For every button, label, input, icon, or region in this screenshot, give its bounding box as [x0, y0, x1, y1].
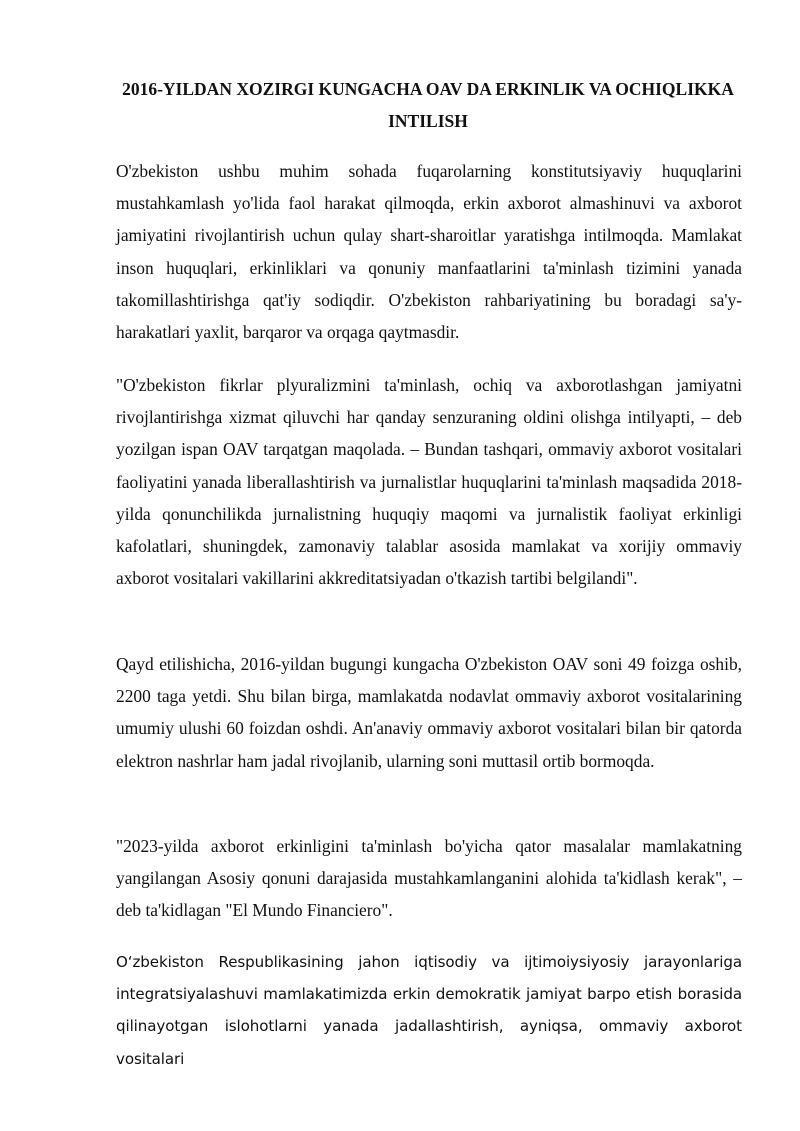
paragraph-5: O‘zbekiston Respublikasining jahon iqtisodiy va ijtimoiysiyosiy jarayonlariga integratsiyalashuvi mamlakatimizda erkin demokratik jamiyat barpo etish borasida qilinayotgan islohotlarni yanada jadallashtirish, ayniqsa, ommaviy axborot vositalari [116, 953, 742, 1068]
paragraph-3: Qayd etilishicha, 2016-yildan bugungi kungacha O'zbekiston OAV soni 49 foizga oshib, 2200 taga yetdi. Shu bilan birga, mamlakatda nodavlat ommaviy axborot vositalarining umumiy ulushi 60 foizdan oshdi. An'anaviy ommaviy axborot vositalari bilan bir qatorda elektron nashrlar ham jadal rivojlanib, ularning soni muttasil ortib bormoqda. [116, 654, 742, 771]
paragraph-4: "2023-yilda axborot erkinligini ta'minlash bo'yicha qator masalalar mamlakatning yangilangan Asosiy qonuni darajasida mustahkamlanganini alohida ta'kidlash kerak", – deb ta'kidlagan "El Mundo Financiero". [116, 836, 742, 921]
paragraph-1: O'zbekiston ushbu muhim sohada fuqarolarning konstitutsiyaviy huquqlarini mustahkamlash yo'lida faol harakat qilmoqda, erkin axborot almashinuvi va axborot jamiyatini rivojlantirish uchun qulay shart-sharoitlar yaratishga intilmoqda. Mamlakat inson huquqlari, erkinliklari va qonuniy manfaatlarini ta'minlash tizimini yanada takomillashtirishga qat'iy sodiqdir. O'zbekiston rahbariyatining bu boradagi sa'y-harakatlari yaxlit, barqaror va orqaga qaytmasdir. [116, 161, 742, 343]
paragraph-2: "O'zbekiston fikrlar plyuralizmini ta'minlash, ochiq va axborotlashgan jamiyatni rivojlantirishga xizmat qiluvchi har qanday senzuraning oldini olishga intilyapti, – deb yozilgan ispan OAV tarqatgan maqolada. – Bundan tashqari, ommaviy axborot vositalari faoliyatini yanada liberallashtirish va jurnalistlar huquqlarini ta'minlash maqsadida 2018-yilda qonunchilikda jurnalistning huquqiy maqomi va jurnalistik faoliyat erkinligi kafolatlari, shuningdek, zamonaviy talablar asosida mamlakat va xorijiy ommaviy axborot vositalari vakillarini akkreditatsiyadan o'tkazish tartibi belgilandi". [116, 375, 742, 589]
document-title: 2016-YILDAN XOZIRGI KUNGACHA OAV DA ERKINLIK VA OCHIQLIKKA INTILISH [122, 79, 734, 131]
